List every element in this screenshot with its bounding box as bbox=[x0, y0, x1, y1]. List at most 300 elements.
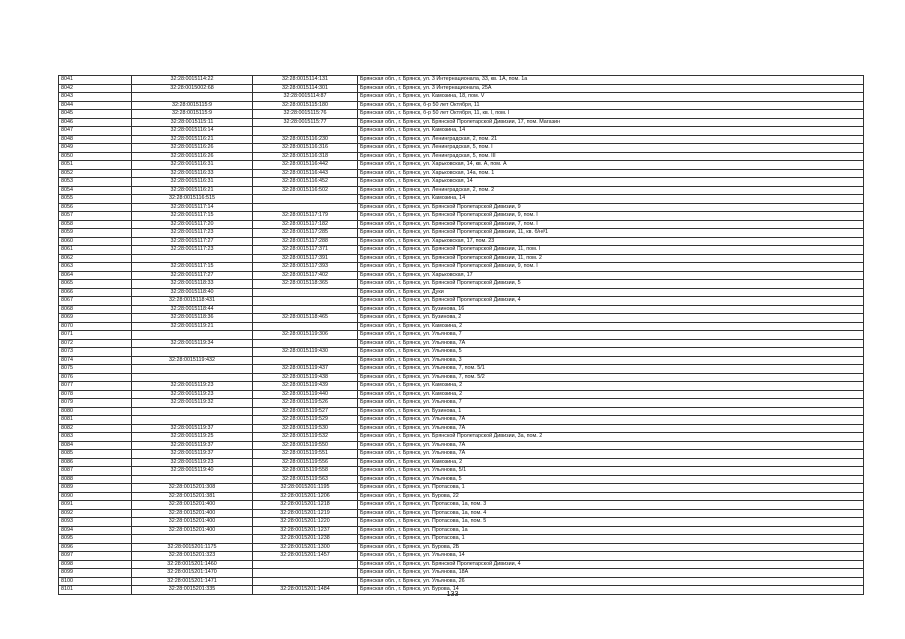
cell-building-cadastral-number: 32:28:0015119:527 bbox=[253, 407, 358, 416]
cell-building-cadastral-number bbox=[253, 297, 358, 306]
cell-record-number: 8078 bbox=[59, 390, 132, 399]
cell-land-cadastral-number: 32:28:0015115:11 bbox=[132, 118, 253, 127]
cell-building-cadastral-number: 32:28:0015116:318 bbox=[253, 152, 358, 161]
table-row bbox=[59, 76, 864, 85]
cell-building-cadastral-number: 32:28:0015117:285 bbox=[253, 229, 358, 238]
cell-building-cadastral-number: 32:28:0015119:306 bbox=[253, 331, 358, 340]
cell-building-cadastral-number: 32:28:0015114:301 bbox=[253, 84, 358, 93]
table-row bbox=[59, 93, 864, 102]
cell-address: Брянская обл., г. Брянск, ул. Бузинова, 16 bbox=[358, 305, 864, 314]
cell-record-number: 8094 bbox=[59, 526, 132, 535]
cell-land-cadastral-number: 32:28:0015119:37 bbox=[132, 424, 253, 433]
cell-land-cadastral-number: 32:28:0015119:23 bbox=[132, 382, 253, 391]
cell-address: Брянская обл., г. Брянск, ул. Брянской Пролетарской Дивизии, 5 bbox=[358, 280, 864, 289]
cell-building-cadastral-number bbox=[253, 569, 358, 578]
cell-address: Брянская обл., г. Брянск, ул. Ульянова, 7А bbox=[358, 416, 864, 425]
cell-record-number: 8065 bbox=[59, 280, 132, 289]
cell-building-cadastral-number: 32:28:0015116:316 bbox=[253, 144, 358, 153]
table-row bbox=[59, 237, 864, 246]
cell-land-cadastral-number: 32:28:0015117:23 bbox=[132, 229, 253, 238]
cell-land-cadastral-number: 32:28:0015201:400 bbox=[132, 526, 253, 535]
cell-address: Брянская обл., г. Брянск, ул. Ульянова, 7А bbox=[358, 450, 864, 459]
cell-record-number: 8085 bbox=[59, 450, 132, 459]
cell-building-cadastral-number: 32:28:0015201:1484 bbox=[253, 586, 358, 595]
cell-land-cadastral-number: 32:28:0015119:34 bbox=[132, 339, 253, 348]
table-row bbox=[59, 297, 864, 306]
cell-address: Брянская обл., г. Брянск, ул. Камозина, 2 bbox=[358, 458, 864, 467]
cell-building-cadastral-number: 32:28:0015119:551 bbox=[253, 450, 358, 459]
cell-record-number: 8089 bbox=[59, 484, 132, 493]
table-row bbox=[59, 118, 864, 127]
table-row bbox=[59, 161, 864, 170]
cell-land-cadastral-number: 32:28:0015116:26 bbox=[132, 144, 253, 153]
cell-building-cadastral-number: 32:28:0015119:430 bbox=[253, 348, 358, 357]
cell-building-cadastral-number bbox=[253, 356, 358, 365]
cell-record-number: 8101 bbox=[59, 586, 132, 595]
table-row bbox=[59, 484, 864, 493]
cell-record-number: 8092 bbox=[59, 509, 132, 518]
cell-address: Брянская обл., г. Брянск, ул. Брянской Пролетарской Дивизии, 9, пом. I bbox=[358, 263, 864, 272]
cell-building-cadastral-number: 32:28:0015201:1300 bbox=[253, 543, 358, 552]
cell-address: Брянская обл., г. Брянск, ул. Ульянова, 7, пом. 5/1 bbox=[358, 365, 864, 374]
cell-land-cadastral-number: 32:28:0015118:44 bbox=[132, 305, 253, 314]
table-row bbox=[59, 314, 864, 323]
cell-record-number: 8062 bbox=[59, 254, 132, 263]
cell-building-cadastral-number bbox=[253, 339, 358, 348]
cell-land-cadastral-number: 32:28:0015201:381 bbox=[132, 492, 253, 501]
cell-record-number: 8071 bbox=[59, 331, 132, 340]
cell-address: Брянская обл., г. Брянск, ул. Брянской Пролетарской Дивизии, 4 bbox=[358, 560, 864, 569]
cell-address: Брянская обл., г. Брянск, ул. Ульянова, 5 bbox=[358, 475, 864, 484]
table-row bbox=[59, 450, 864, 459]
cell-record-number: 8057 bbox=[59, 212, 132, 221]
cell-land-cadastral-number: 32:28:0015201:1175 bbox=[132, 543, 253, 552]
cell-building-cadastral-number: 32:28:0015115:180 bbox=[253, 101, 358, 110]
cell-record-number: 8079 bbox=[59, 399, 132, 408]
cell-building-cadastral-number: 32:28:0015119:437 bbox=[253, 365, 358, 374]
cell-record-number: 8083 bbox=[59, 433, 132, 442]
cell-land-cadastral-number bbox=[132, 407, 253, 416]
cell-land-cadastral-number: 32:28:0015201:400 bbox=[132, 518, 253, 527]
cell-address: Брянская обл., г. Брянск, ул. Бурова, 22 bbox=[358, 492, 864, 501]
cell-address: Брянская обл., г. Брянск, ул. Ленинградская, 2, пом. 2 bbox=[358, 186, 864, 195]
table-row bbox=[59, 577, 864, 586]
cell-record-number: 8086 bbox=[59, 458, 132, 467]
cell-land-cadastral-number: 32:28:0015119:37 bbox=[132, 450, 253, 459]
cell-record-number: 8055 bbox=[59, 195, 132, 204]
table-row bbox=[59, 212, 864, 221]
table-row bbox=[59, 390, 864, 399]
cell-record-number: 8066 bbox=[59, 288, 132, 297]
cell-building-cadastral-number: 32:28:0015116:230 bbox=[253, 135, 358, 144]
cell-building-cadastral-number: 32:28:0015117:402 bbox=[253, 271, 358, 280]
cell-land-cadastral-number: 32:28:0015002:68 bbox=[132, 84, 253, 93]
cell-address: Брянская обл., г. Брянск, ул. Ульянова, 5/1 bbox=[358, 467, 864, 476]
table-row bbox=[59, 356, 864, 365]
cell-address: Брянская обл., г. Брянск, ул. Ульянова, 7А bbox=[358, 424, 864, 433]
cell-building-cadastral-number: 32:28:0015116:502 bbox=[253, 186, 358, 195]
cell-address: Брянская обл., г. Брянск, ул. Камозина, 2 bbox=[358, 390, 864, 399]
cell-record-number: 8081 bbox=[59, 416, 132, 425]
table-row bbox=[59, 365, 864, 374]
table-row bbox=[59, 195, 864, 204]
cell-land-cadastral-number: 32:28:0015119:21 bbox=[132, 322, 253, 331]
table-row bbox=[59, 382, 864, 391]
cell-building-cadastral-number: 32:28:0015119:532 bbox=[253, 433, 358, 442]
cell-record-number: 8087 bbox=[59, 467, 132, 476]
table-row bbox=[59, 203, 864, 212]
table-row bbox=[59, 220, 864, 229]
cell-address: Брянская обл., г. Брянск, ул. Ульянова, 7 bbox=[358, 399, 864, 408]
cell-building-cadastral-number: 32:28:0015119:526 bbox=[253, 399, 358, 408]
cell-building-cadastral-number: 32:28:0015118:365 bbox=[253, 280, 358, 289]
cell-address: Брянская обл., г. Брянск, ул. Бурова, 2Б bbox=[358, 543, 864, 552]
table-row bbox=[59, 569, 864, 578]
cell-address: Брянская обл., г. Брянск, ул. Ульянова, 7А bbox=[358, 441, 864, 450]
table-row bbox=[59, 144, 864, 153]
cell-building-cadastral-number: 32:28:0015119:529 bbox=[253, 416, 358, 425]
registry-table bbox=[58, 75, 864, 595]
cell-land-cadastral-number bbox=[132, 254, 253, 263]
cell-building-cadastral-number bbox=[253, 288, 358, 297]
cell-building-cadastral-number: 32:28:0015117:393 bbox=[253, 263, 358, 272]
cell-record-number: 8041 bbox=[59, 76, 132, 85]
cell-land-cadastral-number: 32:28:0015118:431 bbox=[132, 297, 253, 306]
cell-land-cadastral-number: 32:28:0015116:31 bbox=[132, 161, 253, 170]
cell-address: Брянская обл., г. Брянск, ул. Камозина, 14 bbox=[358, 127, 864, 136]
cell-building-cadastral-number: 32:28:0015115:76 bbox=[253, 110, 358, 119]
cell-record-number: 8084 bbox=[59, 441, 132, 450]
cell-land-cadastral-number: 32:28:0015201:1470 bbox=[132, 569, 253, 578]
cell-address: Брянская обл., г. Брянск, ул. Харьковская, 14, кв. А, пом. А bbox=[358, 161, 864, 170]
cell-land-cadastral-number: 32:28:0015118:40 bbox=[132, 288, 253, 297]
table-row bbox=[59, 110, 864, 119]
cell-record-number: 8074 bbox=[59, 356, 132, 365]
cell-record-number: 8099 bbox=[59, 569, 132, 578]
cell-address: Брянская обл., г. Брянск, ул. Ульянова, 7, пом. 5/2 bbox=[358, 373, 864, 382]
cell-building-cadastral-number bbox=[253, 195, 358, 204]
cell-record-number: 8046 bbox=[59, 118, 132, 127]
cell-record-number: 8042 bbox=[59, 84, 132, 93]
table-row bbox=[59, 280, 864, 289]
table-row bbox=[59, 433, 864, 442]
table-row bbox=[59, 229, 864, 238]
cell-building-cadastral-number bbox=[253, 322, 358, 331]
cell-building-cadastral-number: 32:28:0015119:558 bbox=[253, 467, 358, 476]
cell-address: Брянская обл., г. Брянск, ул. Протасова, 1а, пом. 5 bbox=[358, 518, 864, 527]
cell-address: Брянская обл., г. Брянск, ул. Брянской Пролетарской Дивизии, 3а, пом. 2 bbox=[358, 433, 864, 442]
table-row bbox=[59, 509, 864, 518]
table-row bbox=[59, 169, 864, 178]
registry-table-body bbox=[59, 76, 864, 595]
cell-address: Брянская обл., г. Брянск, ул. Брянской Пролетарской Дивизии, 7, пом. I bbox=[358, 220, 864, 229]
table-row bbox=[59, 254, 864, 263]
table-row bbox=[59, 127, 864, 136]
cell-building-cadastral-number: 32:28:0015201:1218 bbox=[253, 501, 358, 510]
table-row bbox=[59, 492, 864, 501]
cell-building-cadastral-number: 32:28:0015117:391 bbox=[253, 254, 358, 263]
cell-record-number: 8075 bbox=[59, 365, 132, 374]
table-row bbox=[59, 288, 864, 297]
table-row bbox=[59, 246, 864, 255]
cell-building-cadastral-number: 32:28:0015119:438 bbox=[253, 373, 358, 382]
cell-record-number: 8097 bbox=[59, 552, 132, 561]
table-row bbox=[59, 424, 864, 433]
cell-land-cadastral-number: 32:28:0015117:14 bbox=[132, 203, 253, 212]
cell-land-cadastral-number: 32:28:0015117:20 bbox=[132, 220, 253, 229]
cell-building-cadastral-number: 32:28:0015201:1220 bbox=[253, 518, 358, 527]
table-row bbox=[59, 178, 864, 187]
cell-address: Брянская обл., г. Брянск, ул. Ульянова, 18А bbox=[358, 569, 864, 578]
cell-record-number: 8073 bbox=[59, 348, 132, 357]
cell-address: Брянская обл., г. Брянск, ул. Брянской Пролетарской Дивизии, 17, пом. Магазин bbox=[358, 118, 864, 127]
cell-building-cadastral-number: 32:28:0015116:443 bbox=[253, 169, 358, 178]
cell-land-cadastral-number bbox=[132, 331, 253, 340]
cell-record-number: 8098 bbox=[59, 560, 132, 569]
table-row bbox=[59, 101, 864, 110]
cell-land-cadastral-number: 32:28:0015115:9 bbox=[132, 110, 253, 119]
cell-building-cadastral-number: 32:28:0015119:550 bbox=[253, 441, 358, 450]
cell-record-number: 8043 bbox=[59, 93, 132, 102]
table-row bbox=[59, 322, 864, 331]
page-number: 133 bbox=[446, 591, 459, 598]
table-row bbox=[59, 458, 864, 467]
table-row bbox=[59, 407, 864, 416]
cell-record-number: 8056 bbox=[59, 203, 132, 212]
cell-address: Брянская обл., г. Брянск, ул. Брянской Пролетарской Дивизии, 9 bbox=[358, 203, 864, 212]
cell-land-cadastral-number: 32:28:0015201:400 bbox=[132, 501, 253, 510]
cell-land-cadastral-number: 32:28:0015119:32 bbox=[132, 399, 253, 408]
cell-land-cadastral-number: 32:28:0015118:36 bbox=[132, 314, 253, 323]
cell-land-cadastral-number: 32:28:0015116:14 bbox=[132, 127, 253, 136]
cell-address: Брянская обл., г. Брянск, ул. Ульянова, 7А bbox=[358, 339, 864, 348]
cell-building-cadastral-number: 32:28:0015114:87 bbox=[253, 93, 358, 102]
cell-land-cadastral-number: 32:28:0015116:21 bbox=[132, 186, 253, 195]
cell-address: Брянская обл., г. Брянск, ул. Ленинградская, 5, пом. III bbox=[358, 152, 864, 161]
cell-record-number: 8072 bbox=[59, 339, 132, 348]
table-row bbox=[59, 543, 864, 552]
cell-building-cadastral-number: 32:28:0015117:288 bbox=[253, 237, 358, 246]
cell-address: Брянская обл., г. Брянск, ул. Брянской Пролетарской Дивизии, 4 bbox=[358, 297, 864, 306]
cell-record-number: 8047 bbox=[59, 127, 132, 136]
cell-land-cadastral-number: 32:28:0015119:432 bbox=[132, 356, 253, 365]
cell-address: Брянская обл., г. Брянск, ул. Бузинова, 2 bbox=[358, 314, 864, 323]
cell-land-cadastral-number: 32:28:0015119:23 bbox=[132, 458, 253, 467]
cell-building-cadastral-number bbox=[253, 203, 358, 212]
table-row bbox=[59, 441, 864, 450]
cell-land-cadastral-number: 32:28:0015117:15 bbox=[132, 212, 253, 221]
table-row bbox=[59, 263, 864, 272]
cell-address: Брянская обл., г. Брянск, ул. Бузинова, 1 bbox=[358, 407, 864, 416]
cell-address: Брянская обл., г. Брянск, ул. Протасова, 1 bbox=[358, 535, 864, 544]
cell-building-cadastral-number: 32:28:0015116:452 bbox=[253, 178, 358, 187]
table-row bbox=[59, 373, 864, 382]
cell-address: Брянская обл., г. Брянск, ул. Ульянова, 3 bbox=[358, 356, 864, 365]
cell-address: Брянская обл., г. Брянск, ул. Ленинградская, 5, пом. I bbox=[358, 144, 864, 153]
cell-record-number: 8091 bbox=[59, 501, 132, 510]
cell-land-cadastral-number: 32:28:0015116:26 bbox=[132, 152, 253, 161]
cell-address: Брянская обл., г. Брянск, ул. 3 Интернационала, 33, кв. 1А, пом. 1а bbox=[358, 76, 864, 85]
cell-land-cadastral-number bbox=[132, 365, 253, 374]
cell-address: Брянская обл., г. Брянск, ул. Ульянова, 14 bbox=[358, 552, 864, 561]
cell-record-number: 8067 bbox=[59, 297, 132, 306]
cell-address: Брянская обл., г. Брянск, ул. Дуки bbox=[358, 288, 864, 297]
cell-address: Брянская обл., г. Брянск, ул. Ульянова, 7 bbox=[358, 331, 864, 340]
cell-address: Брянская обл., г. Брянск, ул. Харьковская, 17 bbox=[358, 271, 864, 280]
cell-record-number: 8058 bbox=[59, 220, 132, 229]
cell-building-cadastral-number: 32:28:0015119:563 bbox=[253, 475, 358, 484]
cell-address: Брянская обл., г. Брянск, ул. Брянской Пролетарской Дивизии, 9, пом. I bbox=[358, 212, 864, 221]
cell-address: Брянская обл., г. Брянск, ул. Бурова, 14 bbox=[358, 586, 864, 595]
table-row bbox=[59, 399, 864, 408]
cell-record-number: 8082 bbox=[59, 424, 132, 433]
cell-building-cadastral-number: 32:28:0015201:1238 bbox=[253, 535, 358, 544]
cell-building-cadastral-number bbox=[253, 560, 358, 569]
cell-record-number: 8090 bbox=[59, 492, 132, 501]
cell-land-cadastral-number: 32:28:0015117:27 bbox=[132, 237, 253, 246]
cell-record-number: 8060 bbox=[59, 237, 132, 246]
cell-land-cadastral-number: 32:28:0015114:22 bbox=[132, 76, 253, 85]
cell-record-number: 8045 bbox=[59, 110, 132, 119]
cell-address: Брянская обл., г. Брянск, б-р 50 лет Октября, 11 bbox=[358, 101, 864, 110]
cell-address: Брянская обл., г. Брянск, ул. Камозина, 18, пом. V bbox=[358, 93, 864, 102]
cell-land-cadastral-number: 32:28:0015201:400 bbox=[132, 509, 253, 518]
cell-record-number: 8088 bbox=[59, 475, 132, 484]
table-row bbox=[59, 135, 864, 144]
cell-land-cadastral-number: 32:28:0015116:31 bbox=[132, 178, 253, 187]
table-row bbox=[59, 467, 864, 476]
cell-land-cadastral-number: 32:28:0015117:27 bbox=[132, 271, 253, 280]
cell-address: Брянская обл., г. Брянск, ул. Камозина, 14 bbox=[358, 195, 864, 204]
table-row bbox=[59, 305, 864, 314]
cell-land-cadastral-number bbox=[132, 373, 253, 382]
table-row bbox=[59, 560, 864, 569]
cell-land-cadastral-number: 32:28:0015119:25 bbox=[132, 433, 253, 442]
cell-land-cadastral-number: 32:28:0015116:21 bbox=[132, 135, 253, 144]
cell-land-cadastral-number bbox=[132, 348, 253, 357]
cell-address: Брянская обл., г. Брянск, ул. Камозина, 2 bbox=[358, 382, 864, 391]
table-row bbox=[59, 416, 864, 425]
cell-address: Брянская обл., г. Брянск, ул. Ульянова, 26 bbox=[358, 577, 864, 586]
cell-land-cadastral-number bbox=[132, 416, 253, 425]
cell-record-number: 8049 bbox=[59, 144, 132, 153]
cell-record-number: 8068 bbox=[59, 305, 132, 314]
cell-building-cadastral-number: 32:28:0015117:371 bbox=[253, 246, 358, 255]
cell-land-cadastral-number: 32:28:0015117:23 bbox=[132, 246, 253, 255]
table-row bbox=[59, 186, 864, 195]
table-row bbox=[59, 339, 864, 348]
cell-address: Брянская обл., г. Брянск, ул. Протасова, 1а, пом. 3 bbox=[358, 501, 864, 510]
cell-address: Брянская обл., г. Брянск, ул. Протасова, 1а bbox=[358, 526, 864, 535]
cell-land-cadastral-number: 32:28:0015115:9 bbox=[132, 101, 253, 110]
cell-building-cadastral-number bbox=[253, 577, 358, 586]
table-row bbox=[59, 535, 864, 544]
cell-land-cadastral-number: 32:28:0015119:37 bbox=[132, 441, 253, 450]
cell-record-number: 8054 bbox=[59, 186, 132, 195]
cell-address: Брянская обл., г. Брянск, ул. Камозина, 2 bbox=[358, 322, 864, 331]
cell-address: Брянская обл., г. Брянск, ул. Харьковская, 14 bbox=[358, 178, 864, 187]
table-row bbox=[59, 348, 864, 357]
cell-record-number: 8077 bbox=[59, 382, 132, 391]
cell-land-cadastral-number: 32:28:0015201:1460 bbox=[132, 560, 253, 569]
cell-building-cadastral-number: 32:28:0015201:1219 bbox=[253, 509, 358, 518]
cell-land-cadastral-number bbox=[132, 535, 253, 544]
cell-record-number: 8050 bbox=[59, 152, 132, 161]
cell-address: Брянская обл., г. Брянск, б-р 50 лет Октября, 11, кв. I, пом. I bbox=[358, 110, 864, 119]
cell-land-cadastral-number: 32:28:0015201:323 bbox=[132, 552, 253, 561]
table-row bbox=[59, 84, 864, 93]
cell-record-number: 8063 bbox=[59, 263, 132, 272]
cell-land-cadastral-number bbox=[132, 475, 253, 484]
cell-address: Брянская обл., г. Брянск, ул. 3 Интернационала, 25А bbox=[358, 84, 864, 93]
cell-address: Брянская обл., г. Брянск, ул. Ульянова, 5 bbox=[358, 348, 864, 357]
cell-record-number: 8070 bbox=[59, 322, 132, 331]
cell-building-cadastral-number: 32:28:0015201:1195 bbox=[253, 484, 358, 493]
cell-record-number: 8064 bbox=[59, 271, 132, 280]
cell-record-number: 8080 bbox=[59, 407, 132, 416]
cell-land-cadastral-number: 32:28:0015201:1471 bbox=[132, 577, 253, 586]
cell-record-number: 8051 bbox=[59, 161, 132, 170]
cell-land-cadastral-number: 32:28:0015119:23 bbox=[132, 390, 253, 399]
cell-building-cadastral-number bbox=[253, 305, 358, 314]
cell-building-cadastral-number: 32:28:0015119:556 bbox=[253, 458, 358, 467]
cell-address: Брянская обл., г. Брянск, ул. Протасова, 1 bbox=[358, 484, 864, 493]
cell-building-cadastral-number bbox=[253, 127, 358, 136]
cell-record-number: 8096 bbox=[59, 543, 132, 552]
table-row bbox=[59, 331, 864, 340]
cell-land-cadastral-number bbox=[132, 93, 253, 102]
table-row bbox=[59, 501, 864, 510]
cell-building-cadastral-number: 32:28:0015115:77 bbox=[253, 118, 358, 127]
cell-building-cadastral-number: 32:28:0015201:1237 bbox=[253, 526, 358, 535]
cell-land-cadastral-number: 32:28:0015118:33 bbox=[132, 280, 253, 289]
cell-address: Брянская обл., г. Брянск, ул. Брянской Пролетарской Дивизии, 11, кв. б/н#1 bbox=[358, 229, 864, 238]
cell-record-number: 8076 bbox=[59, 373, 132, 382]
table-row bbox=[59, 271, 864, 280]
cell-record-number: 8069 bbox=[59, 314, 132, 323]
cell-address: Брянская обл., г. Брянск, ул. Брянской Пролетарской Дивизии, 11, пом. 2 bbox=[358, 254, 864, 263]
cell-record-number: 8044 bbox=[59, 101, 132, 110]
cell-building-cadastral-number: 32:28:0015201:1206 bbox=[253, 492, 358, 501]
table-row bbox=[59, 518, 864, 527]
table-row bbox=[59, 526, 864, 535]
cell-land-cadastral-number: 32:28:0015119:40 bbox=[132, 467, 253, 476]
cell-address: Брянская обл., г. Брянск, ул. Харьковская, 17, пом. 23 bbox=[358, 237, 864, 246]
cell-land-cadastral-number: 32:28:0015116:515 bbox=[132, 195, 253, 204]
table-row bbox=[59, 552, 864, 561]
cell-building-cadastral-number: 32:28:0015201:1457 bbox=[253, 552, 358, 561]
cell-record-number: 8061 bbox=[59, 246, 132, 255]
cell-building-cadastral-number: 32:28:0015117:179 bbox=[253, 212, 358, 221]
cell-address: Брянская обл., г. Брянск, ул. Харьковская, 14а, пом. 1 bbox=[358, 169, 864, 178]
cell-record-number: 8052 bbox=[59, 169, 132, 178]
cell-building-cadastral-number: 32:28:0015116:442 bbox=[253, 161, 358, 170]
cell-land-cadastral-number: 32:28:0015116:33 bbox=[132, 169, 253, 178]
cell-record-number: 8095 bbox=[59, 535, 132, 544]
cell-building-cadastral-number: 32:28:0015119:439 bbox=[253, 382, 358, 391]
cell-record-number: 8093 bbox=[59, 518, 132, 527]
table-row bbox=[59, 475, 864, 484]
cell-land-cadastral-number: 32:28:0015201:308 bbox=[132, 484, 253, 493]
cell-record-number: 8100 bbox=[59, 577, 132, 586]
table-row bbox=[59, 152, 864, 161]
cell-record-number: 8053 bbox=[59, 178, 132, 187]
cell-address: Брянская обл., г. Брянск, ул. Брянской Пролетарской Дивизии, 11, пом. I bbox=[358, 246, 864, 255]
cell-record-number: 8059 bbox=[59, 229, 132, 238]
cell-building-cadastral-number: 32:28:0015118:465 bbox=[253, 314, 358, 323]
cell-address: Брянская обл., г. Брянск, ул. Протасова, 1а, пом. 4 bbox=[358, 509, 864, 518]
cell-building-cadastral-number: 32:28:0015119:440 bbox=[253, 390, 358, 399]
